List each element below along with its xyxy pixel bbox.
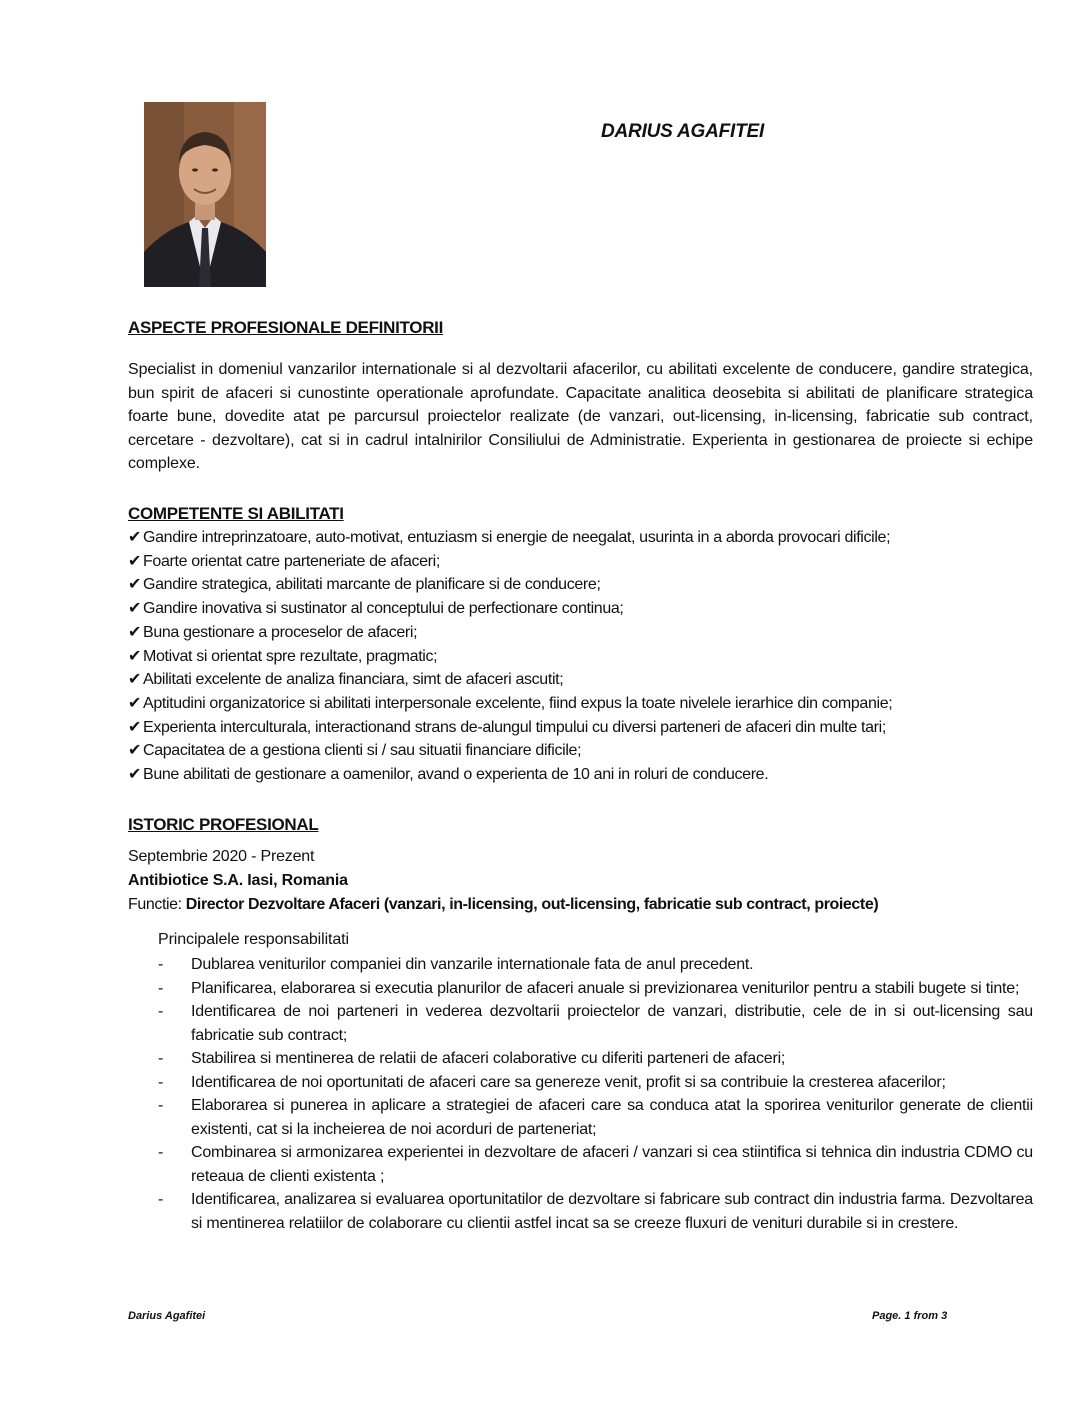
list-item <box>158 953 1033 977</box>
dash-bullet: - <box>158 1144 164 1161</box>
dash-bullet: - <box>158 956 164 973</box>
skills-list <box>128 526 1048 787</box>
list-item <box>128 645 1048 669</box>
profile-summary: Specialist in domeniul vanzarilor internationale si al dezvoltarii afacerilor, cu abilitati excelente de conducere, gandire strategica, bun spirit de afaceri si cunostinte operationale aprofundate. Capacitate analitica deosebita si abilitati de planificare strategica foarte bune, dovedite atat pe parcursul proiectelor realizate (de vanzari, out-licensing, in-licensing, fabricatie sub contract, cercetare - dezvoltare), cat si in cadrul intalnirilor Consiliului de Administratie. Experienta in gestionarea de proiecte si echipe complexe. <box>128 361 1033 472</box>
skill-text: Gandire strategica, abilitati marcante de planificare si de conducere; <box>143 576 601 594</box>
responsibilities-list <box>158 953 1033 1235</box>
list-item <box>128 716 1048 740</box>
list-item <box>158 977 1033 1001</box>
skill-text: Experienta interculturala, interactionand strans de-alungul timpului cu diversi parteneri de afaceri din multe tari; <box>143 718 886 736</box>
responsibility-text: Planificarea, elaborarea si executia planurilor de afaceri anuale si previzionarea veniturilor pentru a stabili bugete si tinte; <box>191 979 1020 997</box>
list-item <box>158 1071 1033 1095</box>
skill-text: Bune abilitati de gestionare a oamenilor, avand o experienta de 10 ani in roluri de conducere. <box>143 766 769 784</box>
skill-text: Aptitudini organizatorice si abilitati interpersonale excelente, fiind expus la toate nivelele ierarhice din companie; <box>143 694 893 712</box>
list-item <box>128 621 1048 645</box>
section-title-competente: COMPETENTE SI ABILITATI <box>128 504 344 523</box>
list-item <box>128 668 1048 692</box>
responsibility-text: Elaborarea si punerea in aplicare a strategiei de afaceri care sa conduca atat la sporirea veniturilor generate de clientii existenti, cat si la incheierea de noi acorduri de parteneriat; <box>191 1097 1033 1138</box>
list-item <box>128 763 1048 787</box>
list-item <box>128 550 1048 574</box>
dash-bullet: - <box>158 1191 164 1208</box>
responsibility-text: Stabilirea si mentinerea de relatii de afaceri colaborative cu diferiti parteneri de afaceri; <box>191 1050 786 1067</box>
check-icon: ✔ <box>128 623 142 641</box>
check-icon: ✔ <box>128 766 142 784</box>
check-icon: ✔ <box>128 552 142 570</box>
list-item <box>128 526 1048 550</box>
responsibility-text: Dublarea veniturilor companiei din vanzarile internationale fata de anul precedent. <box>191 956 754 973</box>
check-icon: ✔ <box>128 718 142 736</box>
skill-text: Gandire inovativa si sustinator al conceptului de perfectionare continua; <box>143 600 624 618</box>
list-item <box>128 739 1048 763</box>
footer-author: Darius Agafitei <box>128 1310 206 1322</box>
responsibility-text: Identificarea, analizarea si evaluarea oportunitatilor de dezvoltare si fabricare sub contract din industria farma. Dezvoltarea si mentinerea relatiilor de colaborare cu clientii astfel incat sa se creeze fluxuri de venituri durabile si in crestere. <box>191 1191 1033 1232</box>
skill-text: Gandire intreprinzatoare, auto-motivat, entuziasm si energie de neegalat, usurinta in a aborda provocari dificile; <box>143 529 891 546</box>
skill-text: Motivat si orientat spre rezultate, pragmatic; <box>143 647 438 665</box>
check-icon: ✔ <box>128 671 142 689</box>
dash-bullet: - <box>158 1003 164 1020</box>
check-icon: ✔ <box>128 529 142 546</box>
check-icon: ✔ <box>128 742 142 760</box>
check-icon: ✔ <box>128 647 142 665</box>
responsibilities-title: Principalele responsabilitati <box>158 931 349 948</box>
section-title-istoric: ISTORIC PROFESIONAL <box>128 815 319 834</box>
list-item <box>158 1094 1033 1141</box>
job-function <box>128 896 878 914</box>
portrait-image <box>144 102 266 287</box>
dash-bullet: - <box>158 1097 164 1114</box>
dash-bullet: - <box>158 1073 164 1091</box>
list-item <box>128 692 1048 716</box>
list-item <box>158 1141 1033 1188</box>
dash-bullet: - <box>158 1050 164 1067</box>
list-item <box>128 573 1048 597</box>
function-label: Functie: <box>128 896 182 913</box>
check-icon: ✔ <box>128 600 142 618</box>
job-period: Septembrie 2020 - Prezent <box>128 848 315 865</box>
dash-bullet: - <box>158 979 164 997</box>
list-item <box>128 597 1048 621</box>
responsibility-text: Identificarea de noi oportunitati de afaceri care sa genereze venit, profit si sa contribuie la cresterea afacerilor; <box>191 1073 946 1091</box>
skill-text: Abilitati excelente de analiza financiara, simt de afaceri ascutit; <box>143 671 564 689</box>
person-name: DARIUS AGAFITEI <box>601 121 765 142</box>
check-icon: ✔ <box>128 694 142 712</box>
function-value: Director Dezvoltare Afaceri (vanzari, in-licensing, out-licensing, fabricatie sub contract, proiecte) <box>185 896 879 913</box>
job-company: Antibiotice S.A. Iasi, Romania <box>128 872 348 889</box>
profile-photo <box>144 102 266 287</box>
section-title-aspecte: ASPECTE PROFESIONALE DEFINITORII <box>128 318 444 337</box>
responsibility-text: Combinarea si armonizarea experientei in dezvoltare de afaceri / vanzari si cea stiintifica si tehnica din industria CDMO cu reteaua de clienti existenta ; <box>191 1144 1033 1185</box>
list-item <box>158 1047 1033 1071</box>
skill-text: Capacitatea de a gestiona clienti si / sau situatii financiare dificile; <box>143 742 582 760</box>
list-item <box>158 1188 1033 1235</box>
skill-text: Buna gestionare a proceselor de afaceri; <box>143 623 418 641</box>
list-item <box>158 1000 1033 1047</box>
skill-text: Foarte orientat catre parteneriate de afaceri; <box>143 552 440 570</box>
responsibility-text: Identificarea de noi parteneri in vederea dezvoltarii proiectelor de vanzari, distributie, cele de in si out-licensing sau fabricatie sub contract; <box>191 1003 1033 1044</box>
footer-page-number: Page. 1 from 3 <box>872 1310 948 1322</box>
check-icon: ✔ <box>128 576 142 594</box>
